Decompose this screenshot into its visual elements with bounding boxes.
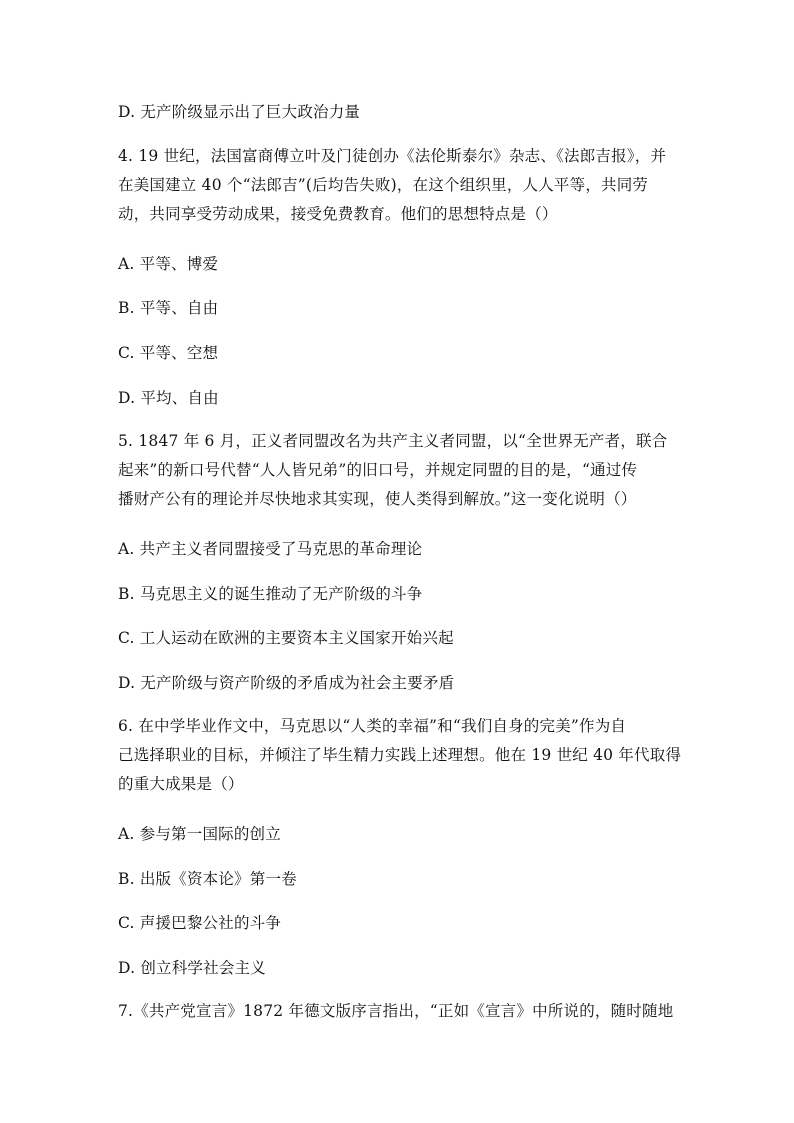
q5-option-d: D. 无产阶级与资产阶级的矛盾成为社会主要矛盾 xyxy=(118,674,455,692)
q4-stem-line: 在美国建立 40 个“法郎吉”(后均告失败)，在这个组织里，人人平等，共同劳 xyxy=(118,176,649,194)
q5-stem-line: 起来”的新口号代替“人人皆兄弟”的旧口号，并规定同盟的目的是，“通过传 xyxy=(118,461,638,479)
q6-option-d: D. 创立科学社会主义 xyxy=(118,959,266,977)
q4-option-d: D. 平均、自由 xyxy=(118,389,219,407)
q4-stem xyxy=(118,146,678,233)
q6-option-c: C. 声援巴黎公社的斗争 xyxy=(118,914,282,932)
q6-stem xyxy=(118,716,682,803)
q3-option-d: D. 无产阶级显示出了巨大政治力量 xyxy=(118,103,361,121)
q5-stem-line: 播财产公有的理论并尽快地求其实现，使人类得到解放。”这一变化说明（） xyxy=(118,490,637,508)
q5-option-c: C. 工人运动在欧洲的主要资本主义国家开始兴起 xyxy=(118,629,454,647)
q5-stem xyxy=(118,431,678,518)
q4-option-c: C. 平等、空想 xyxy=(118,344,219,362)
q5-option-b: B. 马克思主义的诞生推动了无产阶级的斗争 xyxy=(118,585,423,603)
q6-stem-line: 的重大成果是（） xyxy=(118,775,244,793)
q7-stem-line: 7.《共产党宣言》1872 年德文版序言指出，“正如《宣言》中所说的，随时随地 xyxy=(118,1002,674,1020)
q5-option-a: A. 共产主义者同盟接受了马克思的革命理论 xyxy=(118,540,423,558)
q4-stem-line: 动，共同享受劳动成果，接受免费教育。他们的思想特点是（） xyxy=(118,205,558,223)
q4-option-b: B. 平等、自由 xyxy=(118,299,219,317)
q6-option-b: B. 出版《资本论》第一卷 xyxy=(118,870,297,888)
q6-option-a: A. 参与第一国际的创立 xyxy=(118,825,281,843)
q6-stem-line: 6. 在中学毕业作文中，马克思以“人类的幸福”和“我们自身的完美”作为自 xyxy=(118,717,627,735)
q4-option-a: A. 平等、博爱 xyxy=(118,255,219,273)
q4-stem-line: 4. 19 世纪，法国富商傅立叶及门徒创办《法伦斯泰尔》杂志、《法郎吉报》，并 xyxy=(118,147,667,165)
q6-stem-line: 己选择职业的目标，并倾注了毕生精力实践上述理想。他在 19 世纪 40 年代取得 xyxy=(118,746,682,764)
q5-stem-line: 5. 1847 年 6 月，正义者同盟改名为共产主义者同盟，以“全世界无产者，联合 xyxy=(118,432,668,450)
